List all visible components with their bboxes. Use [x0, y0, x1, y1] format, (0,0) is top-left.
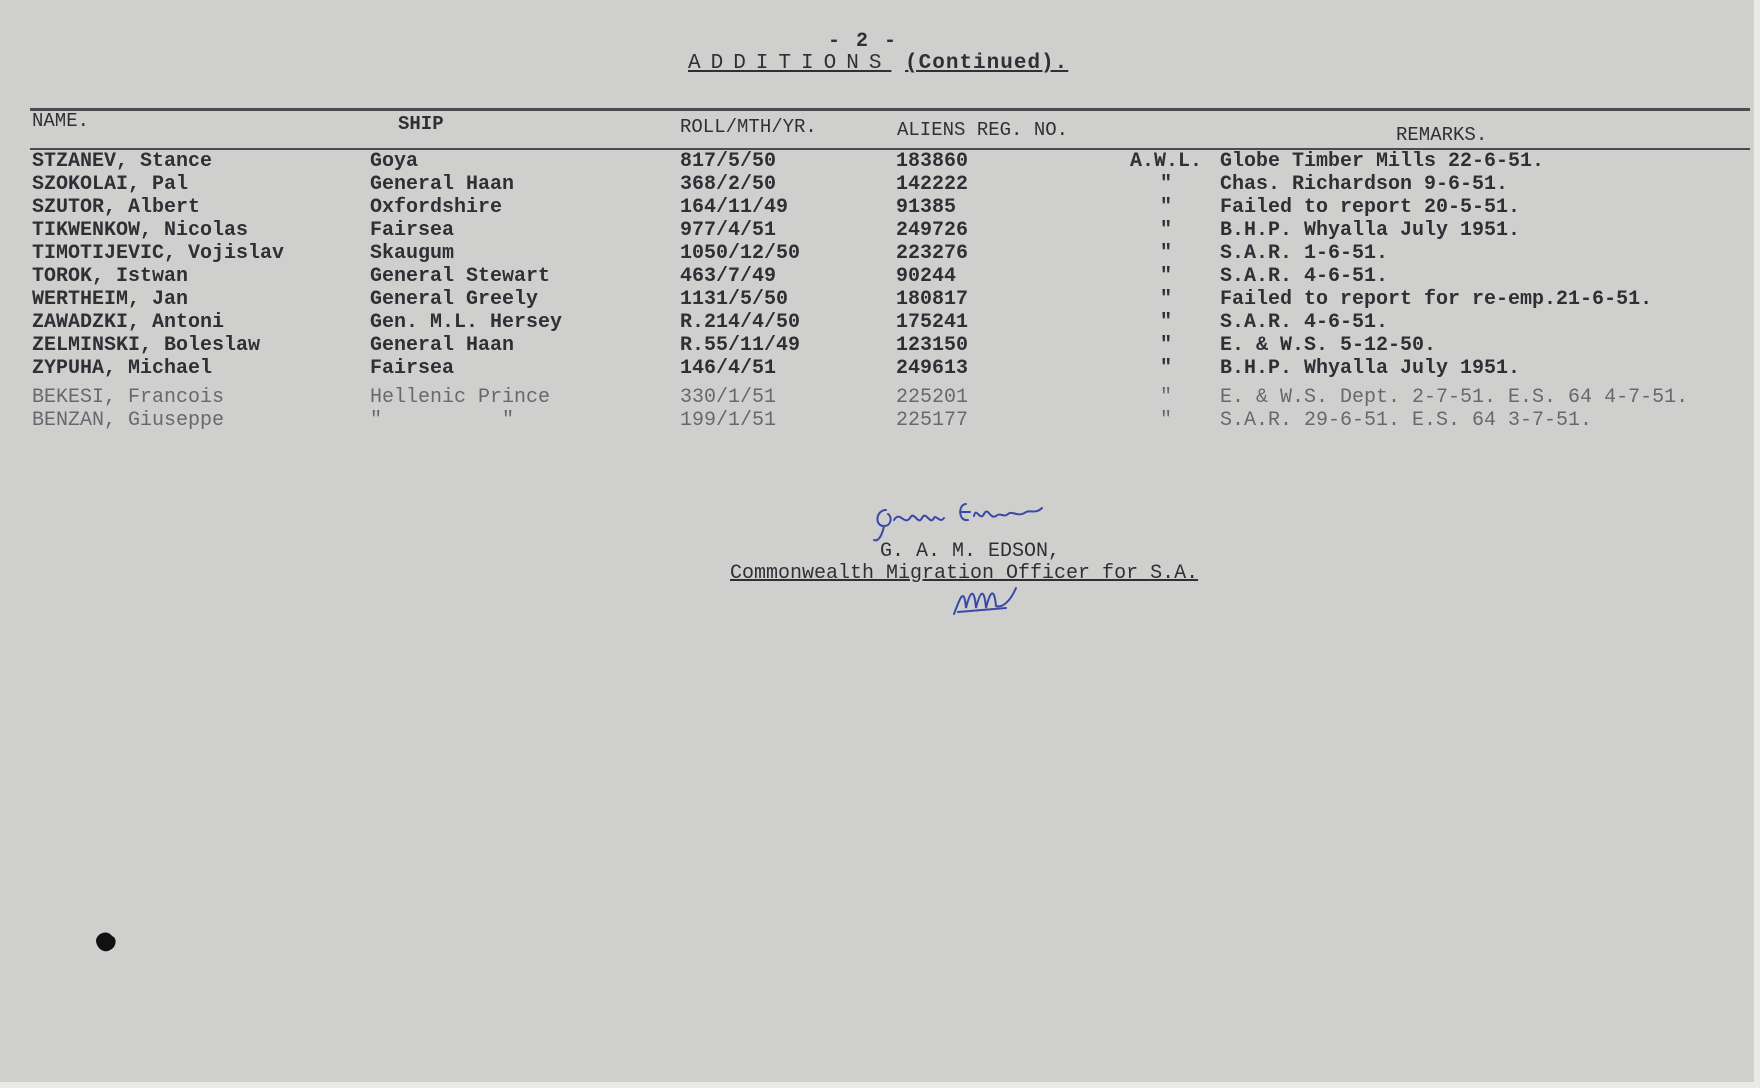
cell-roll: 817/5/50 — [680, 150, 777, 173]
cell-roll: 977/4/51 — [680, 219, 777, 242]
cell-name: TIKWENKOW, Nicolas — [32, 219, 249, 242]
cell-roll: R.214/4/50 — [680, 311, 801, 334]
table-row — [0, 150, 1760, 173]
signatory-name: G. A. M. EDSON, — [880, 540, 1061, 563]
cell-roll: R.55/11/49 — [680, 334, 801, 357]
cell-name: SZUTOR, Albert — [32, 196, 201, 219]
cell-ship: General Haan — [370, 334, 515, 357]
table-row — [0, 173, 1760, 196]
page-heading — [688, 52, 1068, 75]
cell-ship: Skaugum — [370, 242, 455, 265]
cell-ship: Oxfordshire — [370, 196, 503, 219]
cell-remarks: S.A.R. 4-6-51. — [1220, 311, 1389, 334]
cell-reg: 183860 — [896, 150, 969, 173]
table-row — [0, 265, 1760, 288]
cell-code: A.W.L. — [1129, 150, 1202, 173]
table-row — [0, 219, 1760, 242]
cell-reg: 90244 — [896, 265, 957, 288]
cell-name: WERTHEIM, Jan — [32, 288, 189, 311]
cell-ship: " " — [370, 409, 515, 432]
table-row — [0, 409, 1760, 432]
column-header-remarks: REMARKS. — [1396, 124, 1488, 146]
cell-code: " — [1159, 219, 1172, 242]
table-row — [0, 386, 1760, 409]
cell-code: " — [1159, 196, 1172, 219]
cell-reg: 180817 — [896, 288, 969, 311]
table-row — [0, 357, 1760, 380]
cell-reg: 225201 — [896, 386, 969, 409]
cell-name: ZELMINSKI, Boleslaw — [32, 334, 261, 357]
cell-remarks: Failed to report for re-emp.21-6-51. — [1220, 288, 1653, 311]
cell-reg: 142222 — [896, 173, 969, 196]
cell-roll: 1131/5/50 — [680, 288, 789, 311]
handwritten-signature — [870, 496, 1070, 546]
cell-remarks: B.H.P. Whyalla July 1951. — [1220, 357, 1521, 380]
cell-roll: 463/7/49 — [680, 265, 777, 288]
cell-code: " — [1159, 242, 1172, 265]
column-header-name: NAME. — [32, 110, 90, 132]
cell-roll: 146/4/51 — [680, 357, 777, 380]
cell-ship: Goya — [370, 150, 419, 173]
cell-ship: General Stewart — [370, 265, 551, 288]
cell-code: " — [1159, 288, 1172, 311]
cell-code: " — [1159, 357, 1172, 380]
cell-reg: 123150 — [896, 334, 969, 357]
cell-name: BEKESI, Francois — [32, 386, 225, 409]
cell-ship: General Haan — [370, 173, 515, 196]
cell-name: SZOKOLAI, Pal — [32, 173, 189, 196]
cell-name: STZANEV, Stance — [32, 150, 213, 173]
cell-code: " — [1159, 409, 1172, 432]
register-table — [0, 150, 1760, 432]
cell-remarks: Failed to report 20-5-51. — [1220, 196, 1521, 219]
cell-roll: 330/1/51 — [680, 386, 777, 409]
cell-remarks: Globe Timber Mills 22-6-51. — [1220, 150, 1545, 173]
table-row — [0, 242, 1760, 265]
cell-ship: Hellenic Prince — [370, 386, 551, 409]
cell-ship: Fairsea — [370, 219, 455, 242]
cell-remarks: E. & W.S. Dept. 2-7-51. E.S. 64 4-7-51. — [1220, 386, 1689, 409]
cell-ship: Gen. M.L. Hersey — [370, 311, 563, 334]
cell-reg: 249613 — [896, 357, 969, 380]
cell-code: " — [1159, 334, 1172, 357]
header-top-rule — [30, 108, 1750, 111]
column-header-roll: ROLL/MTH/YR. — [680, 116, 817, 138]
cell-remarks: Chas. Richardson 9-6-51. — [1220, 173, 1509, 196]
column-header-aliens-reg: ALIENS REG. NO. — [897, 119, 1069, 141]
table-row — [0, 196, 1760, 219]
cell-ship: General Greely — [370, 288, 539, 311]
cell-code: " — [1159, 386, 1172, 409]
cell-name: ZYPUHA, Michael — [32, 357, 213, 380]
page-number: - 2 - — [828, 30, 899, 53]
cell-reg: 249726 — [896, 219, 969, 242]
cell-remarks: E. & W.S. 5-12-50. — [1220, 334, 1437, 357]
table-row — [0, 334, 1760, 357]
cell-reg: 225177 — [896, 409, 969, 432]
cell-name: BENZAN, Giuseppe — [32, 409, 225, 432]
cell-roll: 1050/12/50 — [680, 242, 801, 265]
cell-ship: Fairsea — [370, 357, 455, 380]
cell-remarks: S.A.R. 1-6-51. — [1220, 242, 1389, 265]
heading-title: ADDITIONS — [688, 52, 892, 75]
signatory-title: Commonwealth Migration Officer for S.A. — [730, 562, 1199, 585]
cell-code: " — [1159, 311, 1172, 334]
signature-block — [720, 496, 1280, 616]
cell-reg: 91385 — [896, 196, 957, 219]
cell-remarks: S.A.R. 4-6-51. — [1220, 265, 1389, 288]
cell-roll: 199/1/51 — [680, 409, 777, 432]
cell-reg: 223276 — [896, 242, 969, 265]
cell-remarks: B.H.P. Whyalla July 1951. — [1220, 219, 1521, 242]
table-row — [0, 288, 1760, 311]
heading-continued: (Continued). — [905, 52, 1069, 75]
cell-name: ZAWADZKI, Antoni — [32, 311, 225, 334]
ink-blot — [92, 928, 122, 954]
cell-remarks: S.A.R. 29-6-51. E.S. 64 3-7-51. — [1220, 409, 1593, 432]
cell-code: " — [1159, 265, 1172, 288]
cell-name: TIMOTIJEVIC, Vojislav — [32, 242, 285, 265]
table-row — [0, 311, 1760, 334]
cell-reg: 175241 — [896, 311, 969, 334]
cell-roll: 368/2/50 — [680, 173, 777, 196]
cell-code: " — [1159, 173, 1172, 196]
cell-roll: 164/11/49 — [680, 196, 789, 219]
cell-name: TOROK, Istwan — [32, 265, 189, 288]
handwritten-initials — [946, 578, 1036, 618]
column-header-ship: SHIP — [398, 113, 444, 135]
